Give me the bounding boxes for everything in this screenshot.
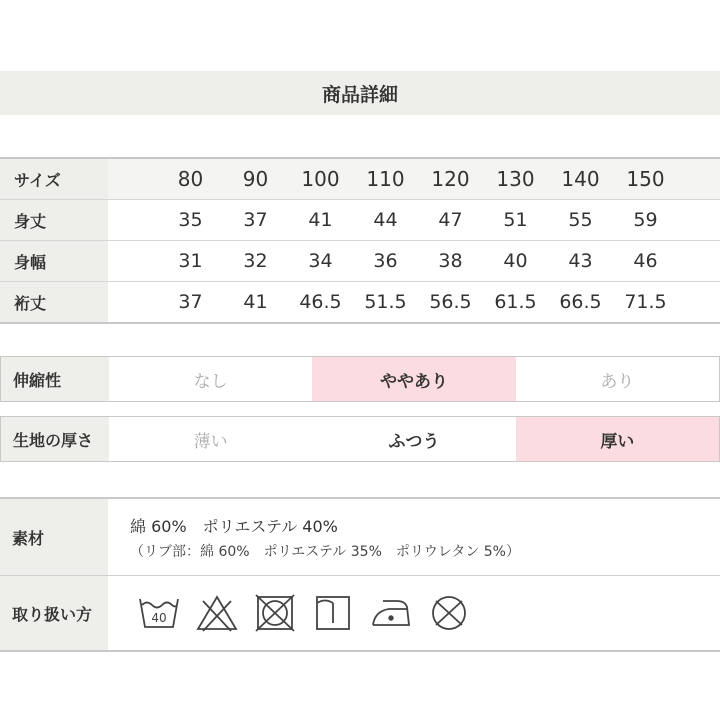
table-cell: 41 (308, 209, 333, 231)
stretch-scale (0, 356, 720, 402)
size-cell: 90 (242, 167, 269, 191)
table-cell: 56.5 (429, 291, 472, 313)
thickness-option-thin: 薄い (193, 431, 228, 452)
size-cell: 130 (496, 167, 535, 191)
table-row-body-length (0, 200, 720, 241)
material-sub: （リブ部：綿 60% ポリエステル 35% ポリウレタン 5%） (130, 543, 520, 560)
material-row (0, 499, 720, 576)
info-block (0, 497, 720, 652)
table-cell: 35 (178, 209, 203, 231)
row-label: 身丈 (0, 200, 108, 240)
thickness-label: 生地の厚さ (1, 417, 109, 461)
size-cell: 140 (561, 167, 600, 191)
no-dry-clean-icon (420, 592, 478, 634)
table-cell: 55 (568, 209, 593, 231)
table-cell: 59 (633, 209, 658, 231)
table-cell: 71.5 (624, 291, 667, 313)
table-cell: 46.5 (299, 291, 342, 313)
size-header-label: サイズ (0, 159, 108, 199)
stretch-option-none: なし (193, 371, 228, 392)
table-cell: 36 (373, 250, 398, 272)
size-cell: 110 (366, 167, 405, 191)
table-cell: 51.5 (364, 291, 407, 313)
size-header-row (0, 159, 720, 200)
table-cell: 66.5 (559, 291, 602, 313)
size-cell: 150 (626, 167, 665, 191)
stretch-label: 伸縮性 (1, 357, 109, 401)
care-label: 取り扱い方 (0, 576, 108, 650)
size-table (0, 157, 720, 324)
table-cell: 37 (243, 209, 268, 231)
stretch-option-yes: あり (600, 371, 635, 392)
table-cell: 38 (438, 250, 463, 272)
table-cell: 51 (503, 209, 528, 231)
row-label: 身幅 (0, 241, 108, 281)
row-label: 裄丈 (0, 282, 108, 322)
size-cell: 120 (431, 167, 470, 191)
svg-text:40: 40 (151, 611, 167, 625)
size-cell: 80 (177, 167, 204, 191)
table-cell: 61.5 (494, 291, 537, 313)
care-row (0, 576, 720, 650)
care-icons (130, 592, 720, 634)
table-row-sleeve-length (0, 282, 720, 322)
material-label: 素材 (0, 499, 108, 575)
table-cell: 43 (568, 250, 593, 272)
size-cell: 100 (301, 167, 340, 191)
table-cell: 31 (178, 250, 203, 272)
thickness-option-thick: 厚い (516, 417, 719, 461)
table-row-body-width (0, 241, 720, 282)
iron-low-icon (362, 592, 420, 634)
line-dry-icon (304, 592, 362, 634)
material-main: 綿 60% ポリエステル 40% (130, 516, 338, 536)
size-header-cells (108, 159, 720, 199)
thickness-option-normal: ふつう (388, 431, 440, 452)
table-cell: 41 (243, 291, 268, 313)
thickness-scale (0, 416, 720, 462)
wash-40-icon (130, 592, 188, 634)
table-cell: 40 (503, 250, 528, 272)
section-title: 商品詳細 (0, 71, 720, 115)
stretch-option-slight: ややあり (312, 357, 515, 401)
table-cell: 37 (178, 291, 203, 313)
table-cell: 46 (633, 250, 658, 272)
no-tumble-dry-icon (246, 592, 304, 634)
table-cell: 32 (243, 250, 268, 272)
table-cell: 34 (308, 250, 333, 272)
no-bleach-icon (188, 592, 246, 634)
table-cell: 47 (438, 209, 463, 231)
table-cell: 44 (373, 209, 398, 231)
